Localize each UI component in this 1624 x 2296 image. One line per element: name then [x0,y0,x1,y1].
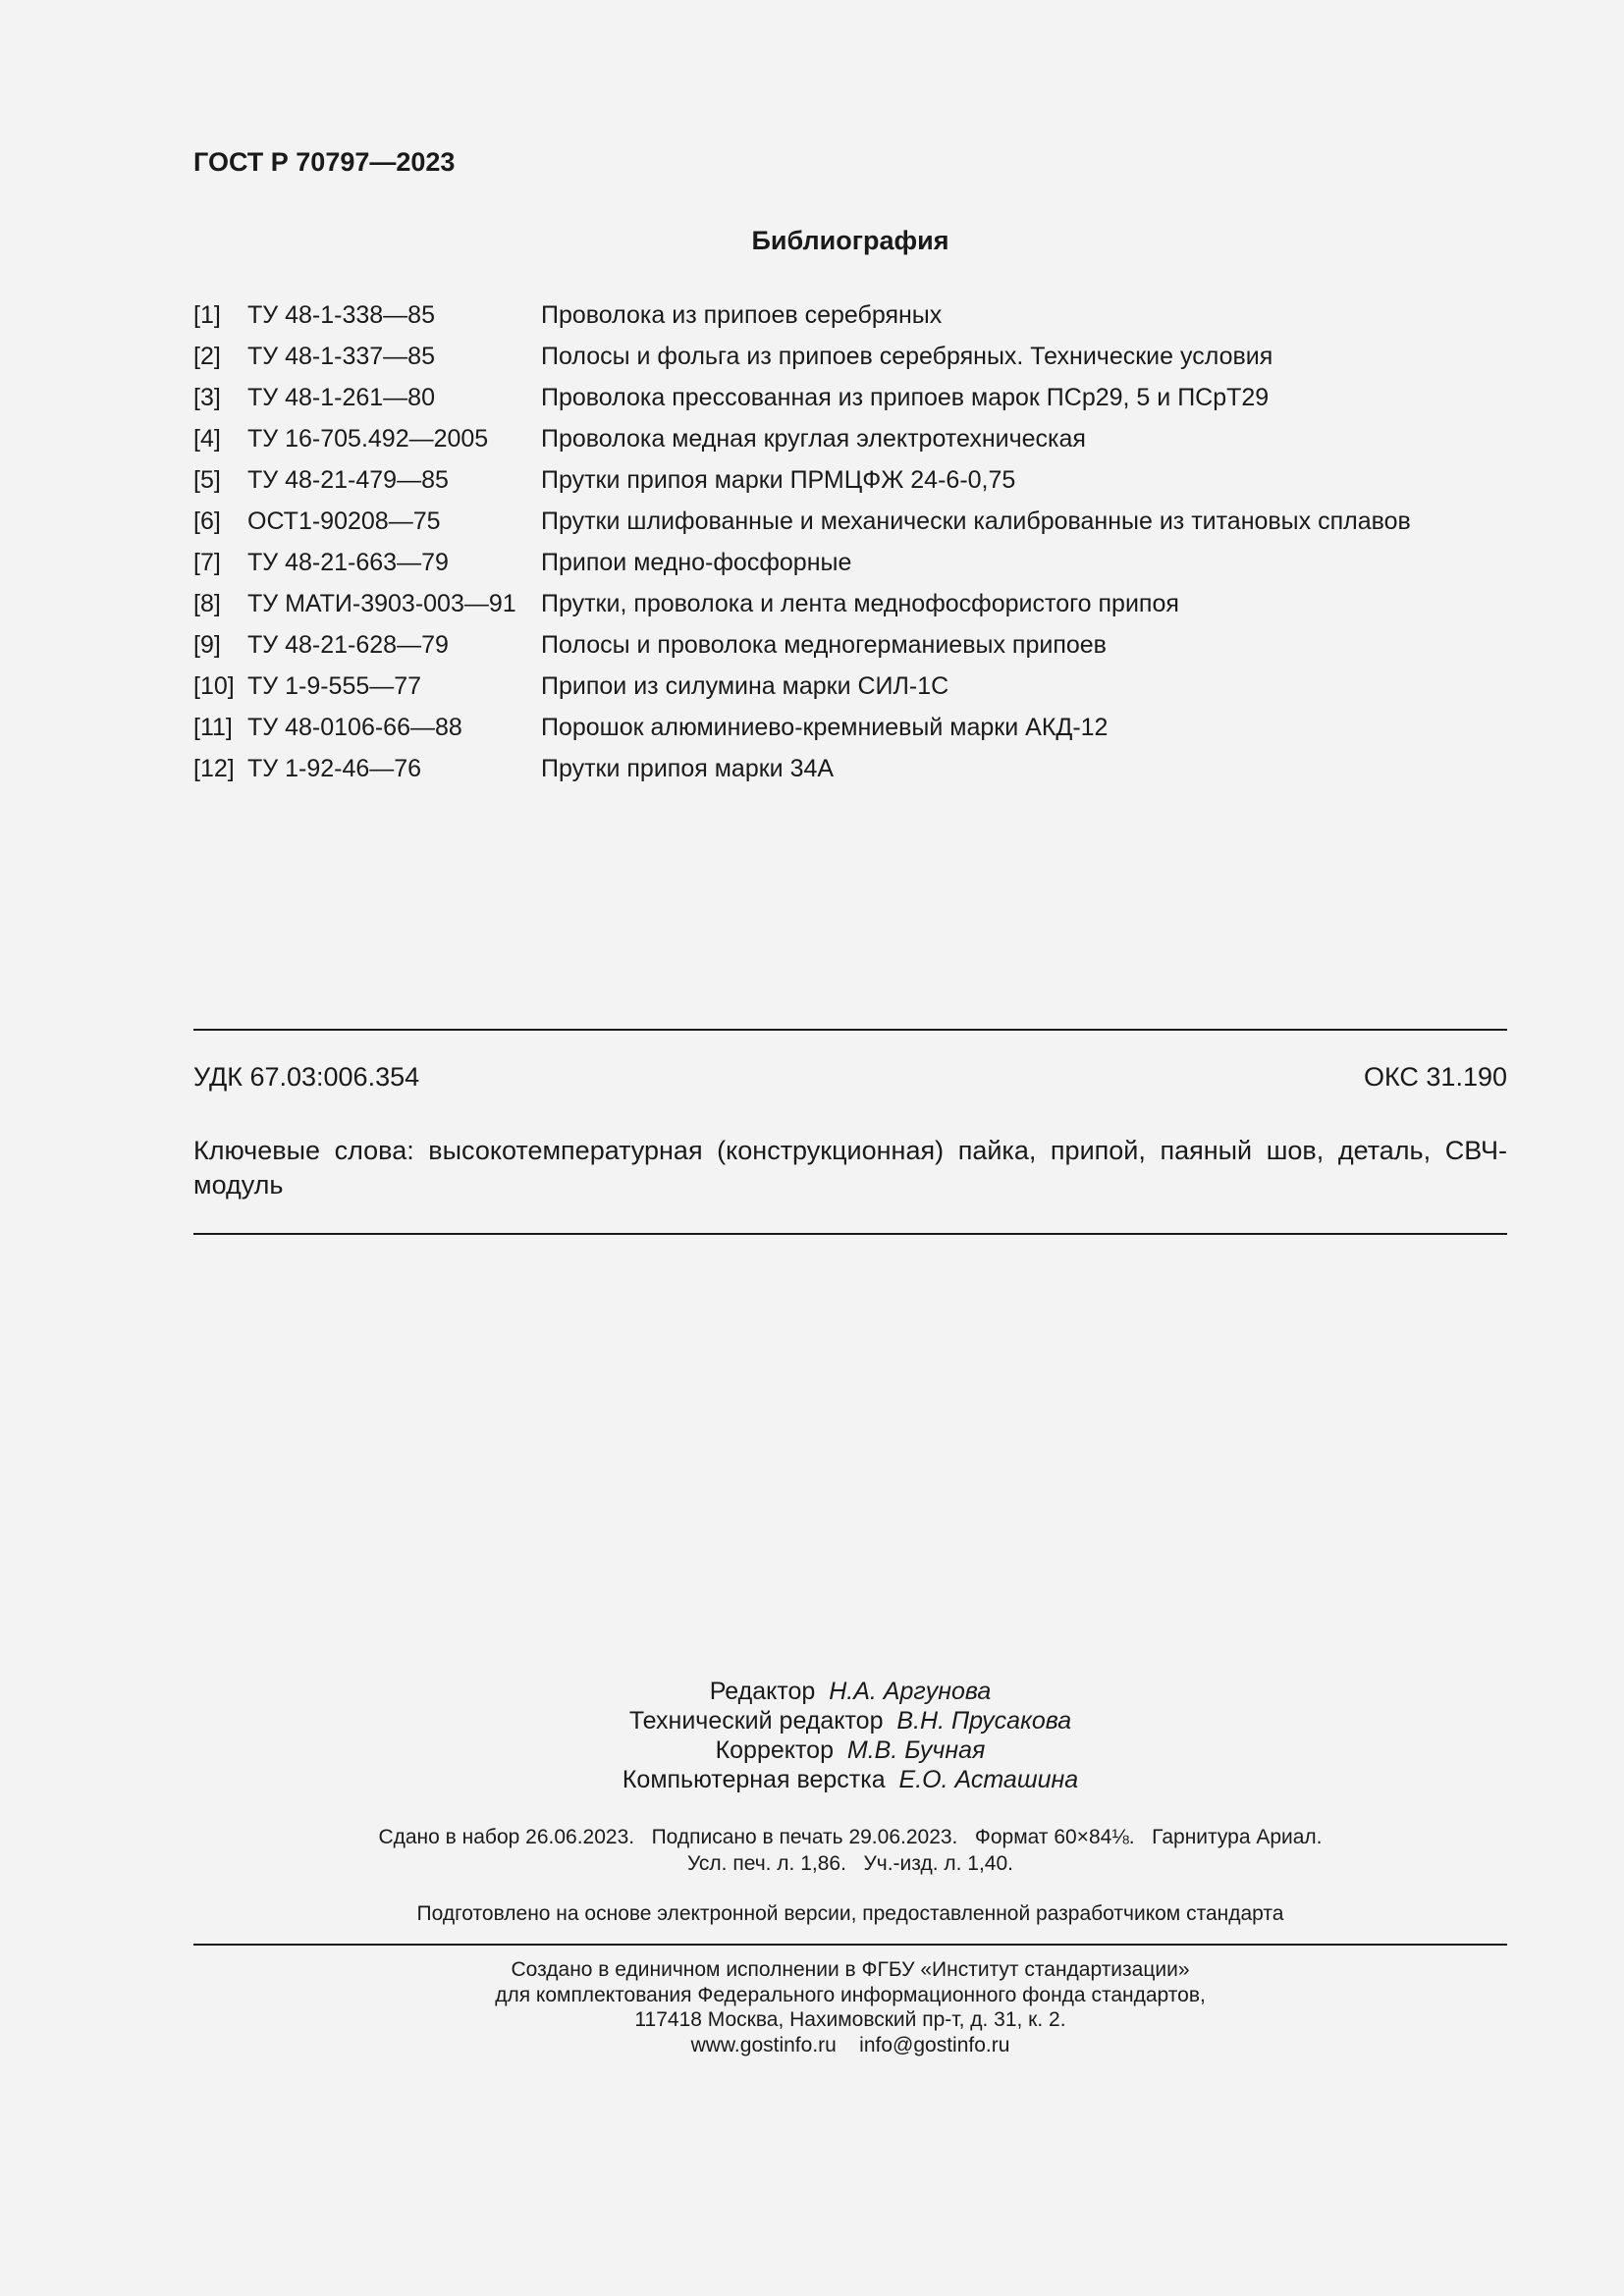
print-info-line: Усл. печ. л. 1,86. Уч.-изд. л. 1,40. [686,1852,1013,1875]
entry-code: ТУ 48-1-337—85 [247,343,435,370]
entry-number: [8] [193,590,221,617]
entry-code: ТУ 48-21-628—79 [247,631,449,659]
divider-top [193,1029,1507,1031]
credit-line [193,1765,1507,1794]
publisher-line: 117418 Москва, Нахимовский пр-т, д. 31, к. 2. [634,2008,1066,2031]
bibliography-entry [193,298,1507,340]
bibliography-entry [193,505,1507,546]
entry-title: Проволока прессованная из припоев марок ПСр29, 5 и ПСрТ29 [541,384,1270,411]
credit-role: Редактор [709,1678,816,1705]
entry-code: ТУ МАТИ-3903-003—91 [247,590,516,617]
entry-number: [5] [193,466,221,494]
entry-number: [2] [193,343,221,370]
credit-role: Корректор [715,1736,834,1764]
entry-number: [3] [193,384,221,411]
credit-line [193,1706,1507,1735]
entry-number: [7] [193,549,221,576]
credit-role: Технический редактор [628,1707,884,1735]
bibliography-entry [193,669,1507,711]
entry-number: [6] [193,507,221,535]
entry-title: Проволока медная круглая электротехническая [541,425,1086,453]
entry-title: Прутки припоя марки ПРМЦФЖ 24-6-0,75 [541,466,1016,494]
prepared-note: Подготовлено на основе электронной версии, предоставленной разработчиком стандарта [416,1902,1284,1925]
entry-title: Полосы и фольга из припоев серебряных. Технические условия [541,343,1273,370]
entry-number: [9] [193,631,221,659]
entry-title: Полосы и проволока медногерманиевых припоев [541,631,1107,659]
keywords: Ключевые слова: высокотемпературная (конструкционная) пайка, припой, паяный шов, деталь, СВЧ-модуль [193,1136,1507,1200]
entry-code: ТУ 1-9-555—77 [247,672,422,700]
udk-code: УДК 67.03:006.354 [193,1062,420,1092]
publisher-line: Создано в единичном исполнении в ФГБУ «Институт стандартизации» [511,1958,1190,1981]
entry-title: Проволока из припоев серебряных [541,301,943,329]
credit-name: М.В. Бучная [846,1736,986,1764]
entry-code: ТУ 16-705.492—2005 [247,425,489,453]
credit-line [193,1735,1507,1765]
oks-code: ОКС 31.190 [1363,1062,1507,1092]
bibliography-entry [193,752,1507,793]
credit-name: Е.О. Асташина [898,1766,1079,1793]
credit-name: Н.А. Аргунова [829,1678,992,1705]
entry-code: ТУ 48-1-261—80 [247,384,435,411]
entry-title: Припои из силумина марки СИЛ-1С [541,672,949,700]
entry-title: Прутки припоя марки 34А [541,755,835,782]
bibliography-entry [193,340,1507,381]
print-info-line: Сдано в набор 26.06.2023. Подписано в печать 29.06.2023. Формат 60×84⅛. Гарнитура Ариал. [378,1826,1323,1848]
entry-number: [1] [193,301,221,329]
entry-code: ТУ 48-21-479—85 [247,466,449,494]
entry-number: [10] [193,672,235,700]
divider-bottom [193,1233,1507,1235]
publisher-block [193,1957,1507,2057]
entry-number: [11] [193,714,233,741]
bibliography-entry [193,463,1507,505]
entry-code: ТУ 48-1-338—85 [247,301,435,329]
entry-title: Прутки, проволока и лента меднофосфористого припоя [541,590,1179,617]
entry-title: Припои медно-фосфорные [541,549,852,576]
entry-title: Прутки шлифованные и механически калиброванные из титановых сплавов [541,507,1411,535]
print-info [193,1824,1507,1877]
bibliography-entry [193,422,1507,463]
bibliography-entry [193,546,1507,587]
entry-number: [12] [193,755,235,782]
entry-title: Порошок алюминиево-кремниевый марки АКД-12 [541,714,1109,741]
credit-name: В.Н. Прусакова [896,1707,1072,1735]
bibliography-entry [193,628,1507,669]
bibliography-entry [193,711,1507,752]
entry-code: ОСТ1-90208—75 [247,507,441,535]
entry-number: [4] [193,425,221,453]
credit-role: Компьютерная верстка [622,1766,886,1793]
divider-publisher [193,1944,1507,1946]
bibliography-entry [193,381,1507,422]
credits-block [193,1677,1507,1794]
entry-code: ТУ 48-21-663—79 [247,549,449,576]
credit-line [193,1677,1507,1706]
bibliography-title: Библиография [751,226,949,255]
publisher-line: для комплектования Федерального информационного фонда стандартов, [495,1983,1206,2006]
bibliography-list [193,298,1507,793]
publisher-contacts: www.gostinfo.ru info@gostinfo.ru [690,2033,1010,2056]
entry-code: ТУ 1-92-46—76 [247,755,422,782]
bibliography-entry [193,587,1507,628]
document-code: ГОСТ Р 70797—2023 [193,147,456,177]
entry-code: ТУ 48-0106-66—88 [247,714,462,741]
